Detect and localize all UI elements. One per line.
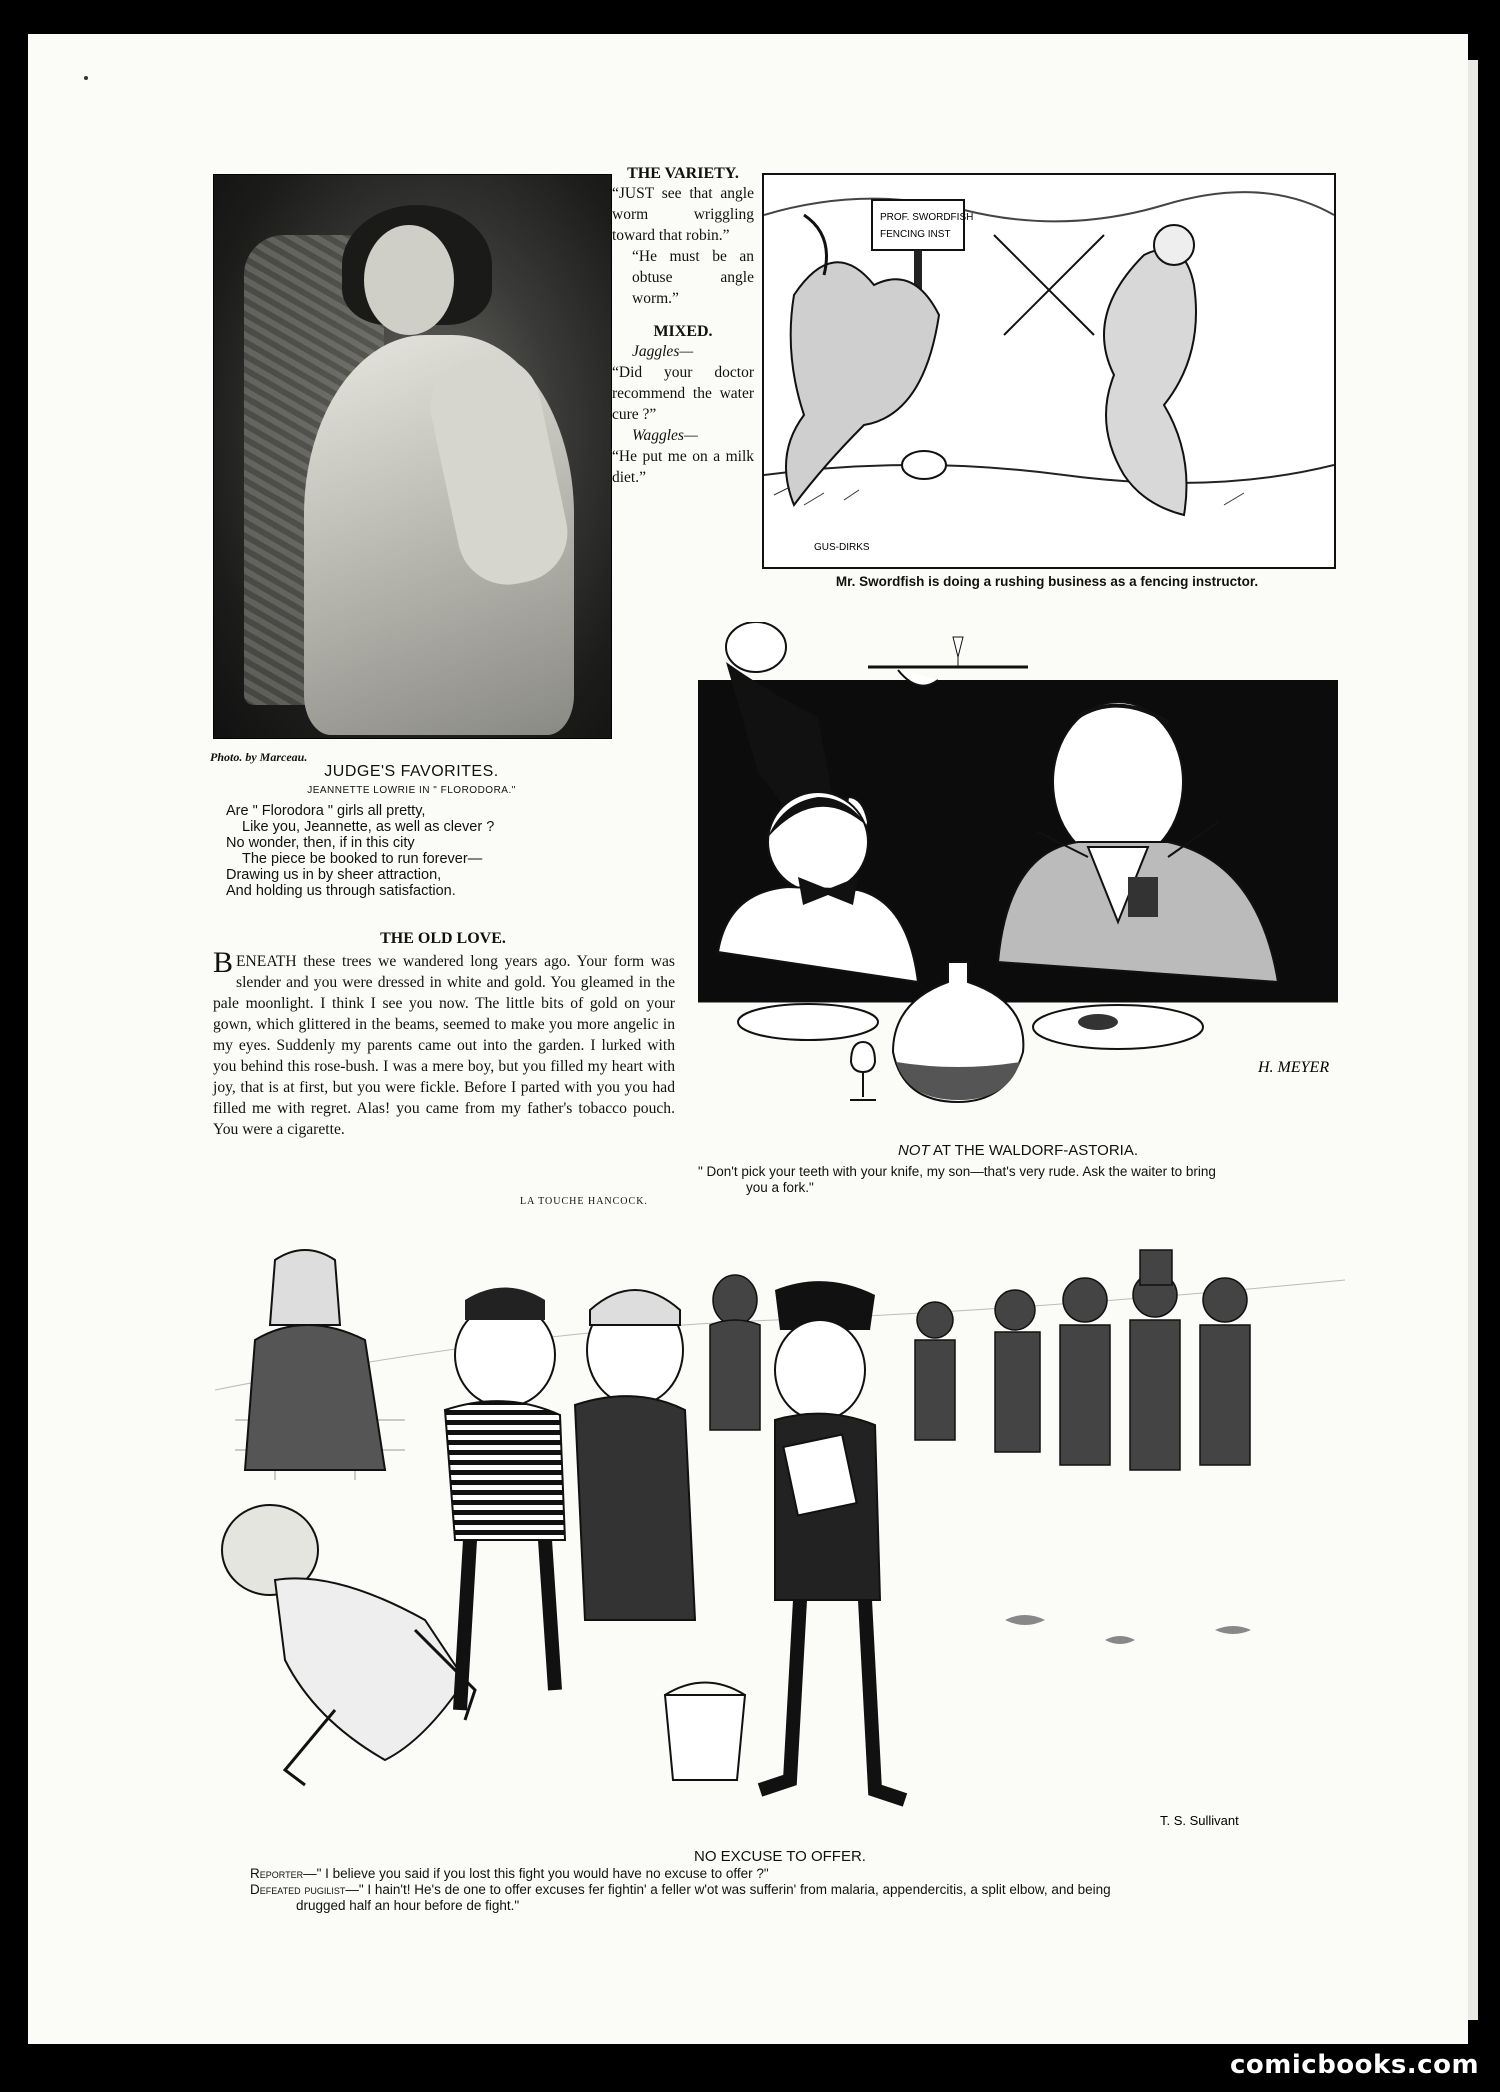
speaker-pugilist: Defeated pugilist [250, 1882, 346, 1897]
old-love-body: ENEATH these trees we wandered long years ago. Your form was slender and you were dressed in white and gold. You gleamed in the pale moonlight. I think I see you now. The little bits of gold on your gown, which glittered in the beams, seemed to make you more angelic in my eyes. Suddenly my parents came out into the garden. I lurked with you behind this rose-bush. I was a mere boy, but you filled my heart with joy, that is at first, but you were fickle. Before I parted with you you had filled me with regret. Alas! you came from my father's tobacco pouch. You were a cigarette. [213, 953, 675, 1138]
fight-cartoon [215, 1240, 1345, 1840]
sign-text: PROF. SWORDFISH [880, 212, 974, 223]
waldorf-cartoon [698, 622, 1338, 1142]
watermark: comicbooks.com [1230, 2050, 1480, 2080]
jokes-column [612, 165, 754, 488]
page-mark [84, 76, 88, 80]
poem-line: Are " Florodora " girls all pretty, [226, 803, 426, 819]
poem-line: Like you, Jeannette, as well as clever ? [242, 819, 495, 835]
swordfish-illustration [764, 175, 1334, 567]
fight-illustration [215, 1240, 1345, 1840]
waldorf-illustration [698, 622, 1338, 1142]
old-love-story [213, 946, 675, 1140]
artist-signature: T. S. Sullivant [1160, 1813, 1239, 1828]
variety-line: “He must be an obtuse angle worm.” [632, 248, 754, 307]
mixed-speaker: Jaggles— [632, 343, 694, 360]
judges-favorites-subtitle: JEANNETTE LOWRIE IN " FLORODORA." [307, 785, 516, 796]
quote-line: " Don't pick your teeth with your knife, my son—that's very rude. Ask the waiter to bring [698, 1164, 1216, 1179]
mixed-title: MIXED. [653, 323, 713, 340]
waldorf-title [698, 1142, 1338, 1159]
favorites-poem [226, 803, 494, 899]
mixed-line: “Did your doctor recommend the water cure ?” [612, 364, 754, 423]
drop-cap: B [213, 946, 234, 979]
fight-title: NO EXCUSE TO OFFER. [694, 1848, 866, 1865]
poem-line: No wonder, then, if in this city [226, 835, 415, 851]
photo-credit: Photo. by Marceau. [210, 750, 308, 764]
page-spine [1468, 60, 1478, 2020]
dialogue-line: drugged half an hour before de fight." [296, 1898, 520, 1913]
mixed-speaker: Waggles— [632, 427, 698, 444]
waldorf-quote [698, 1164, 1348, 1196]
poem-line: And holding us through satisfaction. [226, 883, 456, 899]
artist-signature: H. MEYER [1258, 1059, 1330, 1076]
judges-favorites-title: JUDGE'S FAVORITES. [324, 763, 499, 780]
mixed-line: “He put me on a milk diet.” [612, 448, 754, 486]
speaker-reporter: Reporter [250, 1866, 304, 1881]
waldorf-title-not: NOT [897, 1142, 930, 1159]
artist-signature: GUS-DIRKS [814, 542, 870, 553]
fight-dialogue [250, 1866, 1350, 1914]
old-love-author: LA TOUCHE HANCOCK. [520, 1196, 648, 1207]
swordfish-cartoon [762, 173, 1336, 569]
dialogue-line: —" I hain't! He's de one to offer excuses fer fightin' a feller w'ot was sufferin' from malaria, appendercitis, a split elbow, and being [345, 1882, 1111, 1897]
sign-text: FENCING INST [880, 229, 951, 240]
quote-line: you a fork." [746, 1180, 814, 1195]
dialogue-line: —" I believe you said if you lost this fight you would have no excuse to offer ?" [303, 1866, 769, 1881]
poem-line: The piece be booked to run forever— [242, 851, 483, 867]
swordfish-caption: Mr. Swordfish is doing a rushing business as a fencing instructor. [835, 574, 1259, 589]
variety-line: “JUST see that angle worm wriggling toward that robin.” [612, 185, 754, 244]
variety-title: THE VARIETY. [627, 165, 739, 182]
portrait-photo [213, 174, 612, 739]
old-love-title: THE OLD LOVE. [380, 930, 506, 947]
waldorf-title-rest: AT THE WALDORF-ASTORIA. [929, 1142, 1139, 1159]
poem-line: Drawing us in by sheer attraction, [226, 867, 442, 883]
